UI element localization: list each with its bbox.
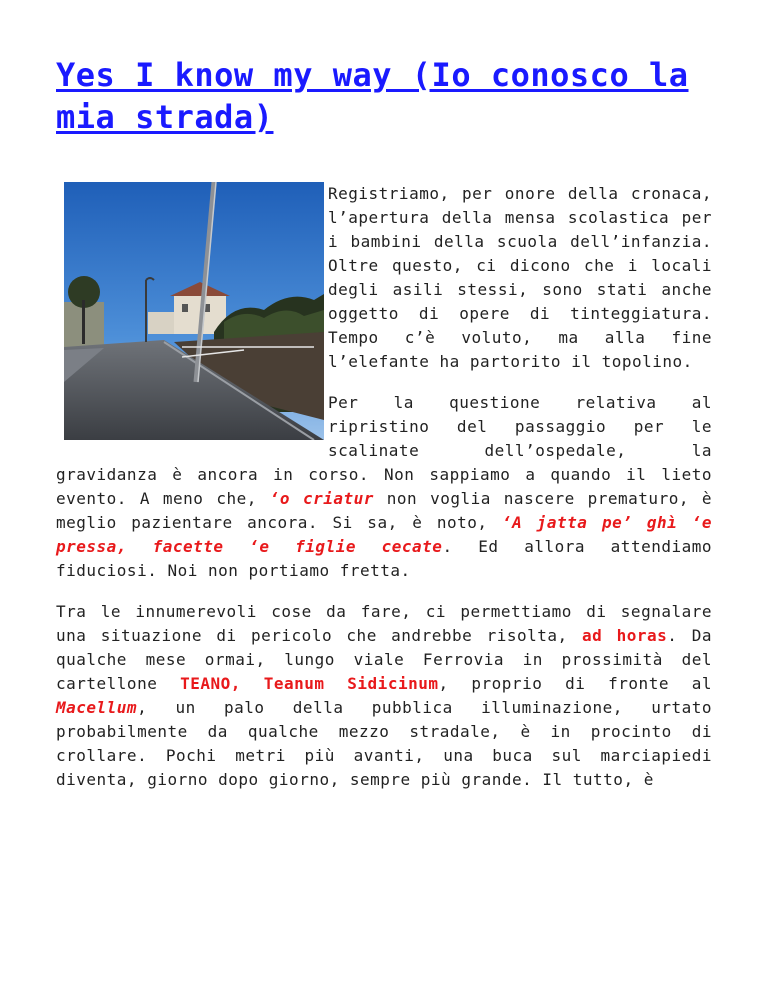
p3-bold-2: TEANO, Teanum Sidicinum — [180, 674, 439, 693]
p3-bold-1: ad horas — [581, 626, 668, 645]
p3-text-3: , proprio di fronte al — [438, 674, 713, 693]
paragraph-1-text: Registriamo, per onore della cronaca, l’apertura della mensa scolastica per i bambini della scuola dell’infanzia. Oltre questo, ci dicono che i locali degli asili stessi, sono stati anche oggetto di opere di tinteggiatura. Tempo c’è voluto, ma alla fine l’elefante ha partorito il topolino. — [328, 184, 712, 371]
p2-text-2: non voglia nascere prematuro, è meglio pazientare ancora. Si sa, è noto, — [56, 489, 713, 532]
p2-text-3: . Ed allora attendiamo fiduciosi. Noi non portiamo fretta. — [56, 537, 712, 580]
page-title[interactable] — [56, 54, 712, 138]
paragraph-3 — [56, 600, 712, 792]
p3-text-4: , un palo della pubblica illuminazione, urtato probabilmente da qualche mezzo stradale, è in procinto di crollare. Pochi metri più avanti, una buca sul marciapiedi diventa, giorno dopo giorno, sempre più grande. Il tutto, è — [56, 698, 712, 789]
title-link[interactable]: Yes I know my way (Io conosco la mia strada) — [56, 56, 689, 136]
p3-text-2: . Da qualche mese ormai, lungo viale Ferrovia in prossimità del cartellone — [56, 626, 713, 693]
paragraph-1 — [56, 182, 712, 374]
p3-emphasis-1: Macellum — [56, 698, 138, 717]
p2-emphasis-1: ‘o criatur — [269, 489, 374, 508]
p2-text-1: Per la questione relativa al ripristino del passaggio per le scalinate dell’ospedale, la gravidanza è ancora in corso. Non sappiamo a quando il lieto evento. A meno che, — [56, 393, 712, 508]
street-photo — [64, 182, 324, 440]
p2-emphasis-2: ‘A jatta pe’ ghì ‘e pressa, facette ‘e figlie cecate — [56, 513, 712, 556]
p3-text-1: Tra le innumerevoli cose da fare, ci permettiamo di segnalare una situazione di pericolo che andrebbe risolta, — [56, 602, 712, 645]
article — [56, 0, 712, 792]
